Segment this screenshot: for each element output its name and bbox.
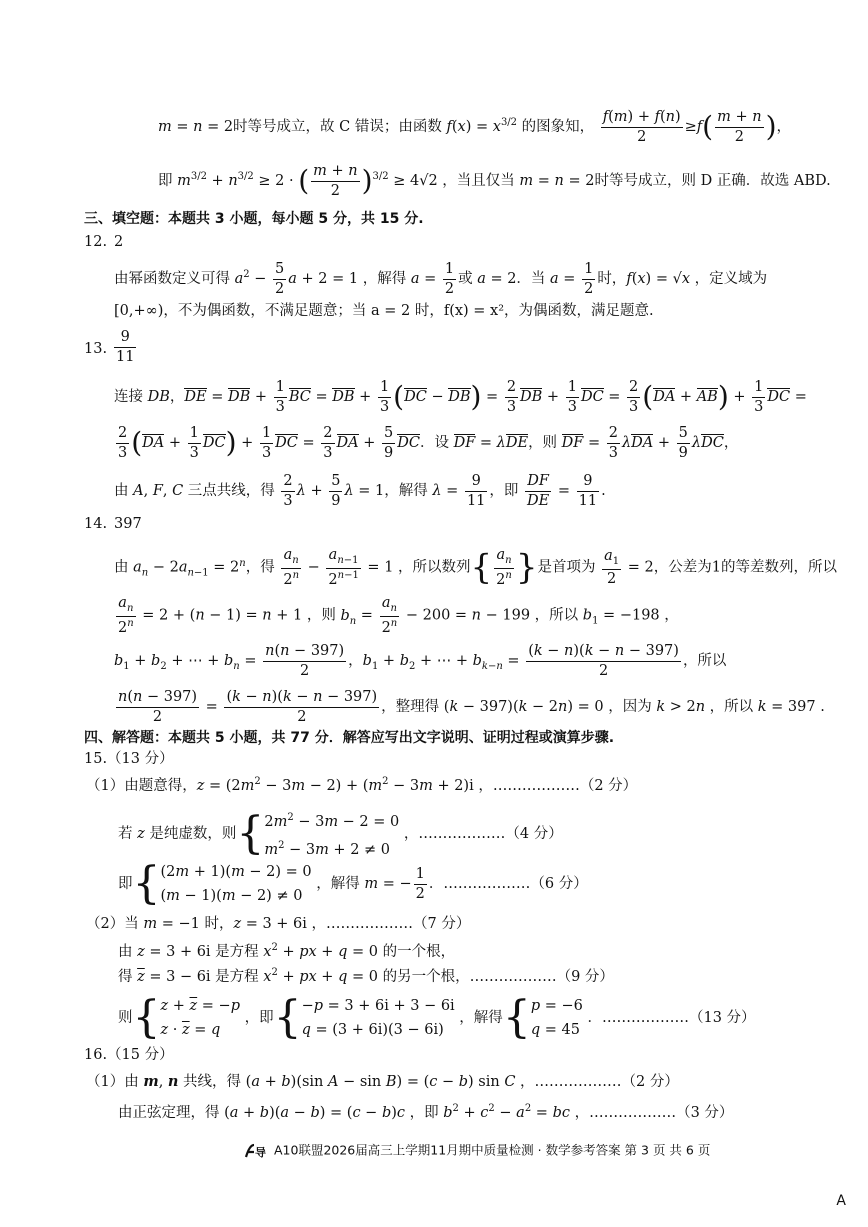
footer-text: A10联盟2026届高三上学期11月期中质量检测 · 数学参考答案 第 3 页 共 6 页 <box>273 1142 711 1158</box>
top-line-1: m = n = 2时等号成立，故 C 错误；由函数 $f(x) = x^{3/2}$ 的图象知， $\frac{f(m) + f(n)}{2}$ ≥f( $\frac{m + n}{2}$ )， <box>158 109 792 145</box>
q15-part1-line: （1）由题意得，$z = (2m^2 - 3m - 2) + (m^2 - 3m + 2)i$ ，………………（2 分） <box>86 776 638 794</box>
brand-logo <box>244 1143 270 1159</box>
q15-part2-line: （2）当 m = −1 时，z = 3 + 6i ，………………（7 分） <box>86 916 471 932</box>
q12-answer: 2 <box>114 234 124 250</box>
q15-system-2: 即{(2m + 1)(m − 2) = 0 (m − 1)(m − 2) ≠ 0 ，解得 m = − $\frac{1}{2}$ ．………………（6 分） <box>118 858 588 909</box>
q13-line-1: 连接 DB，DE = DB + $\frac{1}{3}$ BC = DB + $\frac{1}{3}$ (DC − DB) = $\frac{2}{3}$ DB + $\frac{1}{3}$ DC = $\frac{2}{3}$ (DA + AB) + $\frac{1}{3}$ DC = <box>114 379 807 415</box>
q15-system-1: 若 z 是纯虚数，则{$2m^2 - 3m - 2 = 0$ $m^2 - 3m + 2 \ne 0$ ，………………（4 分） <box>118 807 563 859</box>
q13-answer: $\frac{9}{11}$ <box>116 329 135 365</box>
q14-line-1: 由 $a_n - 2a_{n-1} = 2^n$，得 $\frac{a_n}{2^n}$ − $\frac{a_{n-1}}{2^{n-1}}$ = 1 ，所以数列{ $\frac{a_n}{2^n}$ }是首项为 $\frac{a_1}{2}$ = 2，公差为1的等差数列，所以 <box>114 547 837 588</box>
q15-line-p5: 由 z = 3 + 6i 是方程 $x^2$ + px + q = 0 的一个根， <box>118 942 456 960</box>
q15-line-p6: 得 $\overline{z} = 3 - 6i$ 是方程 $x^2$ + px + q = 0 的另一个根，………………（9 分） <box>118 967 614 985</box>
q15-title: 15.（13 分） <box>84 751 174 767</box>
top-line-2: 即 $m^{3/2} + n^{3/2} \ge 2$ · ( $\frac{m + n}{2}$ )$^{3/2}$ ≥ 4√2 ，当且仅当 m = n = 2时等号成立，则 D 正确．故选 ABD. <box>158 163 831 199</box>
q14-number: 14. <box>84 516 108 532</box>
q14-line-3: $b_1 + b_2$ + ⋯ + $b_n$ = $\frac{n(n - 397)}{2}$ ，$b_1 + b_2$ + ⋯ + $b_{k-n}$ = $\frac{(k - n)(k - n - 397)}{2}$ ，所以 <box>114 643 727 679</box>
q12-line-1: 由幂函数定义可得 $a^2$ − $\frac{5}{2}$ a + 2 = 1 ，解得 a = $\frac{1}{2}$ 或 a = 2．当 a = $\frac{1}{2}$ 时，f(x) = √x ，定义域为 <box>114 261 768 297</box>
q13-number: 13. <box>84 341 108 357</box>
q14-line-2: $\frac{a_n}{2^n}$ = 2 + (n − 1) = n + 1 ，则 $b_n$ = $\frac{a_n}{2^n}$ − 200 = n − 199 ，所以 $b_1 = -198$ ， <box>118 595 679 636</box>
page-footer <box>244 1143 710 1159</box>
q13-line-2: $\frac{2}{3}$ (DA + $\frac{1}{3}$ DC) + $\frac{1}{3}$ DC = $\frac{2}{3}$ DA + $\frac{5}{9}$ DC．设 DF = λDE，则 DF = $\frac{2}{3}$ λDA + $\frac{5}{9}$ λDC， <box>118 425 739 461</box>
svg-text:导: 导 <box>255 1146 266 1159</box>
section3-heading: 三、填空题：本题共 3 小题，每小题 5 分，共 15 分. <box>84 211 424 227</box>
q16-part1-line-2: 由正弦定理，得 (a + b)(a − b) = (c − b)c ，即 $b^2 + c^2 - a^2$ = bc ，………………（3 分） <box>118 1103 734 1121</box>
q16-part1-line-1: （1）由 m, n 共线，得 (a + b)(sin A − sin B) = (c − b) sin C ，………………（2 分） <box>86 1073 679 1090</box>
section4-heading: 四、解答题：本题共 5 小题，共 77 分．解答应写出文字说明、证明过程或演算步骤. <box>84 730 615 746</box>
q15-system-3: 则{$z + \overline{z} = -p$ $z \cdot \overline{z} = q$ ，即{−p = 3 + 6i + 3 − 6i q = (3 + 6i)(3 − 6i) ，解得{p = −6 q = 45 ．………………（13 分） <box>118 992 756 1043</box>
q14-line-4: $\frac{n(n - 397)}{2}$ = $\frac{(k - n)(k - n - 397)}{2}$ ，整理得 (k − 397)(k − 2n) = 0 ，因为 k > 2n ，所以 k = 397 . <box>118 689 825 725</box>
q16-title: 16.（15 分） <box>84 1047 174 1063</box>
q12-line-2: [0,+∞)，不为偶函数，不满足题意；当 a = 2 时，f(x) = x²，为偶函数，满足题意. <box>114 303 654 319</box>
q12-number: 12. <box>84 234 108 250</box>
q13-line-3: 由 A, F, C 三点共线，得 $\frac{2}{3}$ λ + $\frac{5}{9}$ λ = 1，解得 λ = $\frac{9}{11}$ ，即 $\frac{DF}{DE}$ = $\frac{9}{11}$ . <box>114 473 606 509</box>
corner-mark: A <box>836 1193 846 1209</box>
q14-answer: 397 <box>114 516 142 532</box>
